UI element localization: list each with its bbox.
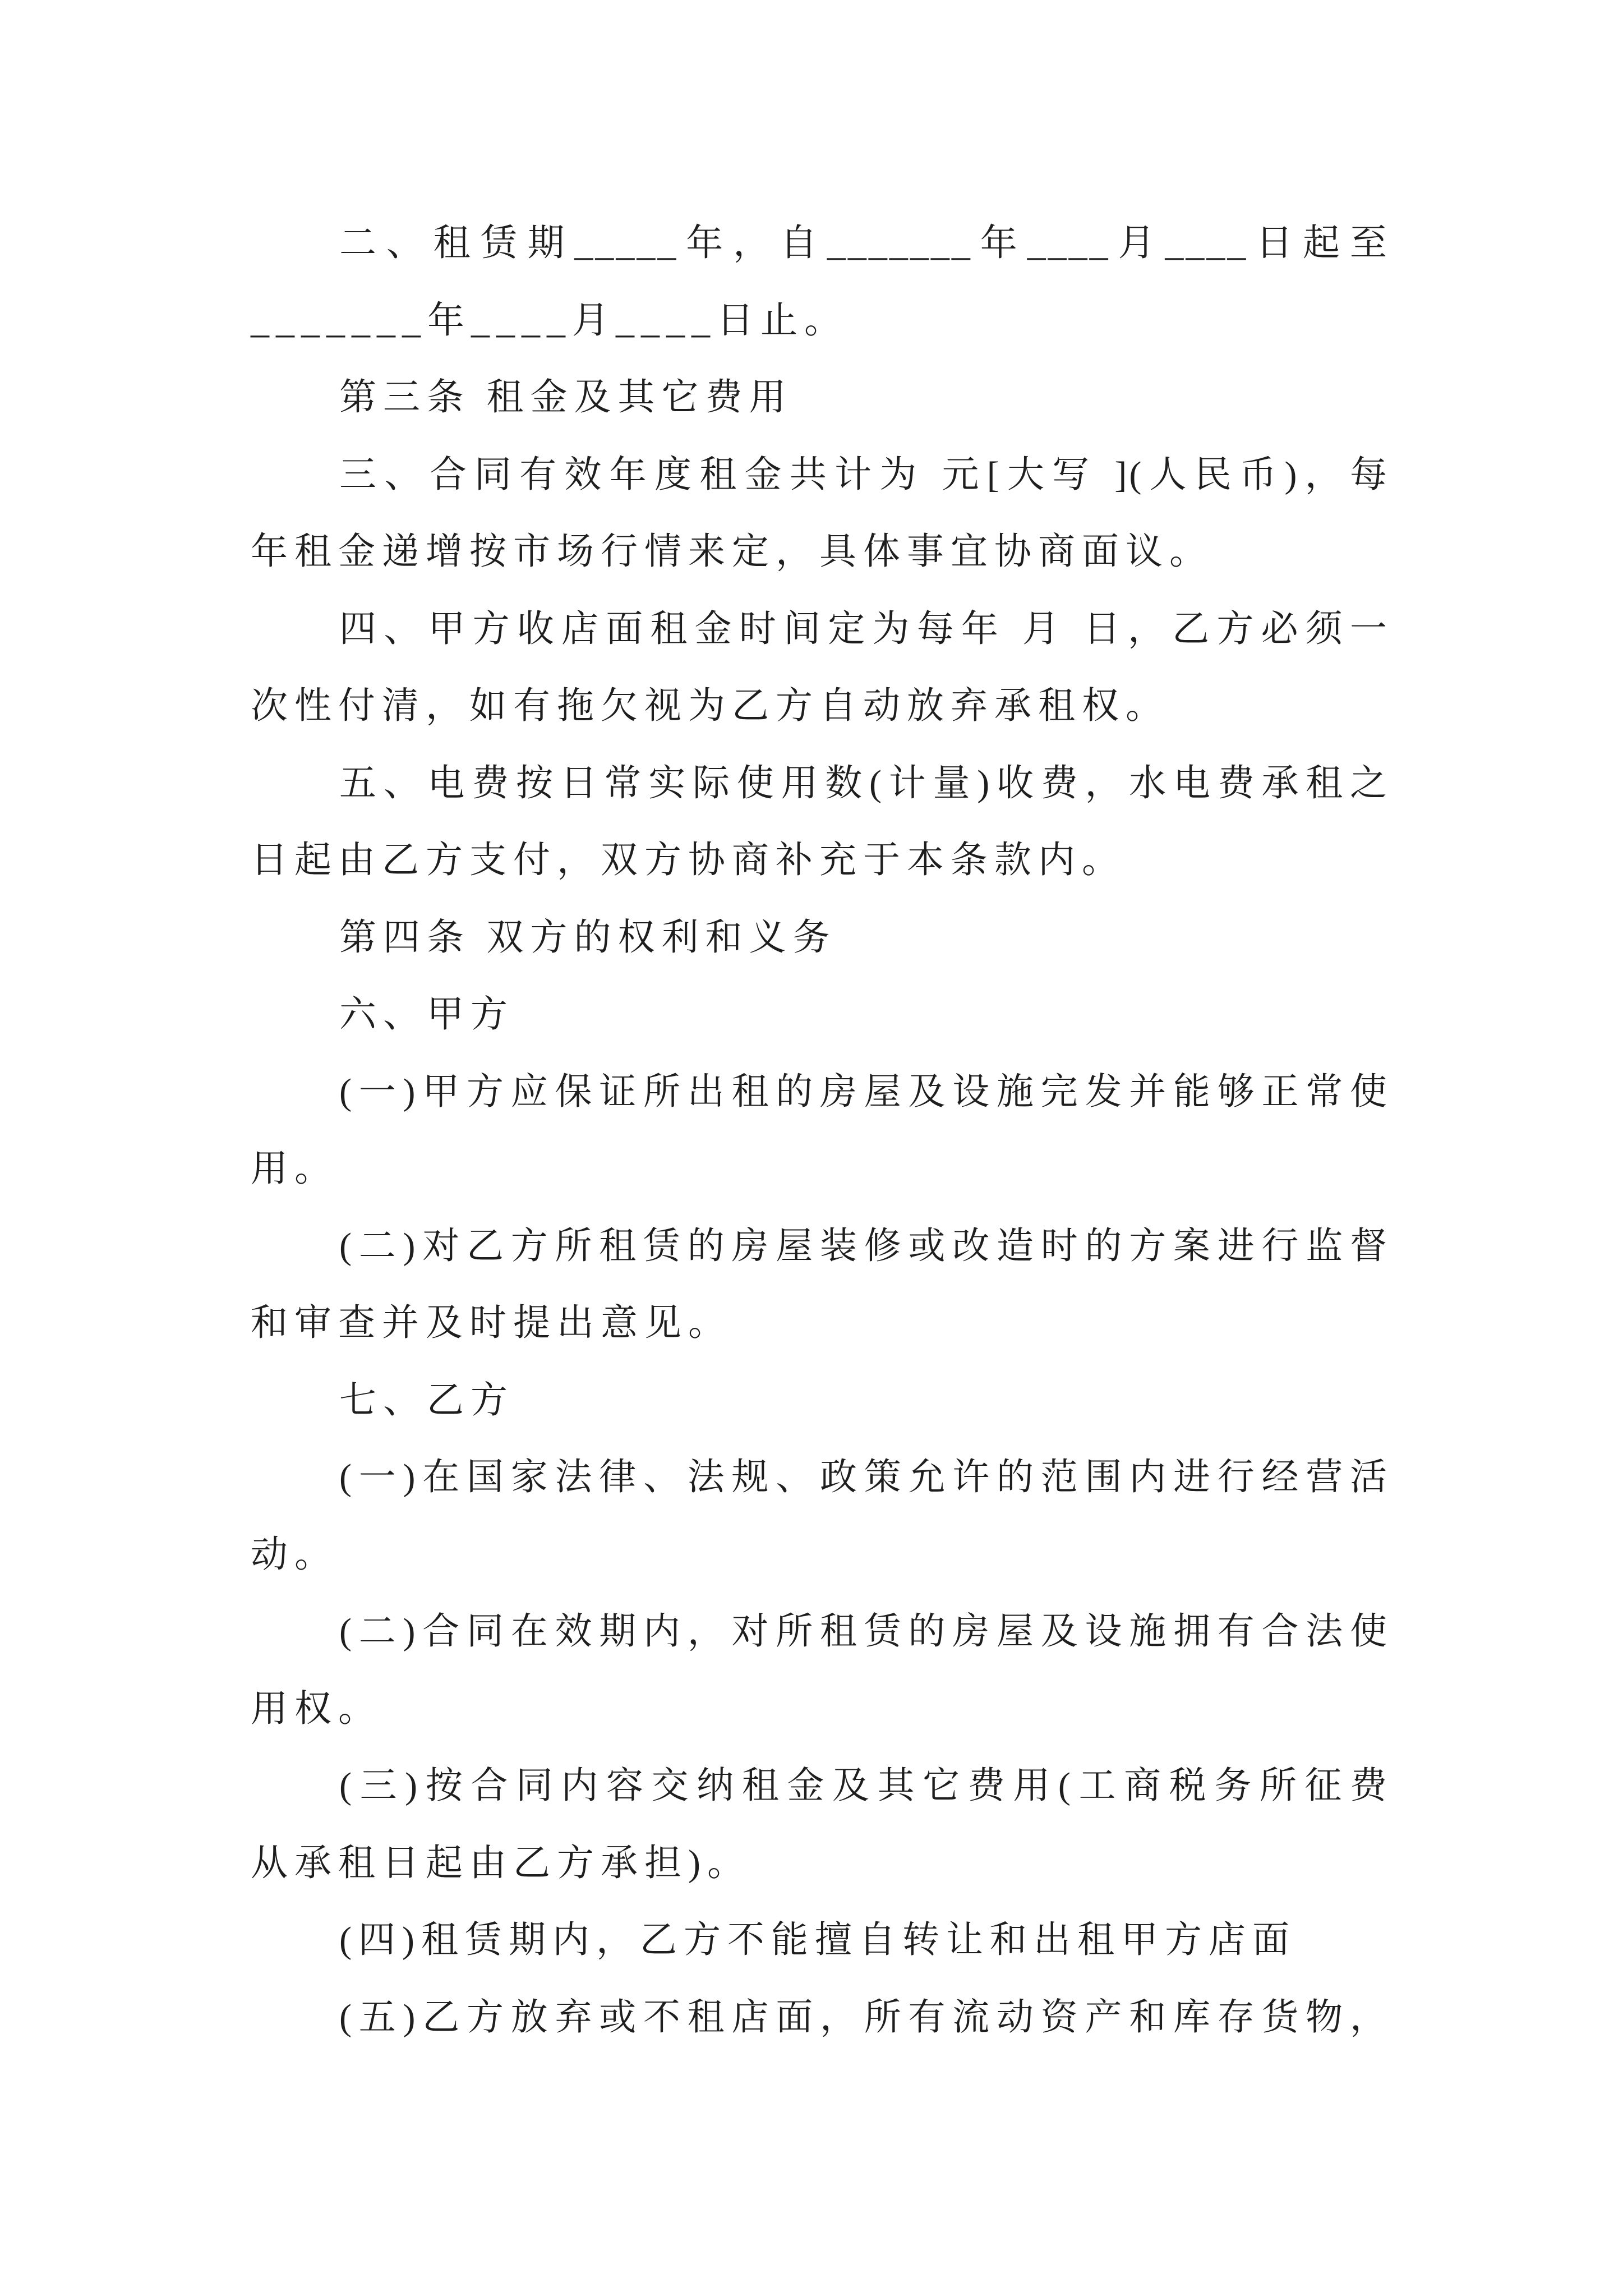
clause-7-item-1-line: (一)在国家法律、法规、政策允许的范围内进行经营活	[339, 1457, 1389, 1498]
article-4-heading: 第四条 双方的权利和义务	[339, 917, 837, 958]
clause-6-heading: 六、甲方	[339, 994, 514, 1035]
clause-6-item-1-line: 用。	[251, 1148, 338, 1189]
clause-6-item-2-line: (二)对乙方所租赁的房屋装修或改造时的方案进行监督	[339, 1225, 1389, 1267]
clause-7-item-1-line: 动。	[251, 1534, 338, 1575]
clause-7-heading: 七、乙方	[339, 1379, 514, 1421]
clause-3-line: 三、合同有效年度租金共计为 元[大写 ](人民币)，每	[339, 454, 1389, 495]
clause-7-item-2-line: (二)合同在效期内，对所租赁的房屋及设施拥有合法使	[339, 1611, 1389, 1652]
lease-term-end-line: _______年____月____日止。	[251, 300, 848, 341]
clause-6-item-1-line: (一)甲方应保证所出租的房屋及设施完发并能够正常使	[339, 1071, 1389, 1112]
lease-term-line: 二、租赁期_____年，自_______年____月____日起至	[339, 223, 1389, 264]
clause-7-item-3-line: (三)按合同内容交纳租金及其它费用(工商税务所征费	[339, 1765, 1389, 1806]
clause-7-item-3-line: 从承租日起由乙方承担)。	[251, 1842, 751, 1884]
clause-5-line: 五、电费按日常实际使用数(计量)收费，水电费承租之	[339, 762, 1389, 804]
clause-4-line: 四、甲方收店面租金时间定为每年 月 日，乙方必须一	[339, 608, 1389, 650]
clause-7-item-5-line: (五)乙方放弃或不租店面，所有流动资产和库存货物，	[339, 1996, 1389, 2038]
clause-7-item-4-line: (四)租赁期内，乙方不能擅自转让和出租甲方店面	[339, 1920, 1296, 1961]
clause-7-item-2-line: 用权。	[251, 1688, 382, 1729]
clause-3-line: 年租金递增按市场行情来定，具体事宜协商面议。	[251, 531, 1213, 572]
clause-6-item-2-line: 和审查并及时提出意见。	[251, 1303, 732, 1343]
clause-5-line: 日起由乙方支付，双方协商补充于本条款内。	[251, 840, 1126, 881]
clause-4-line: 次性付清，如有拖欠视为乙方自动放弃承租权。	[251, 685, 1169, 726]
article-3-heading: 第三条 租金及其它费用	[339, 377, 793, 418]
document-body	[251, 205, 1389, 2056]
